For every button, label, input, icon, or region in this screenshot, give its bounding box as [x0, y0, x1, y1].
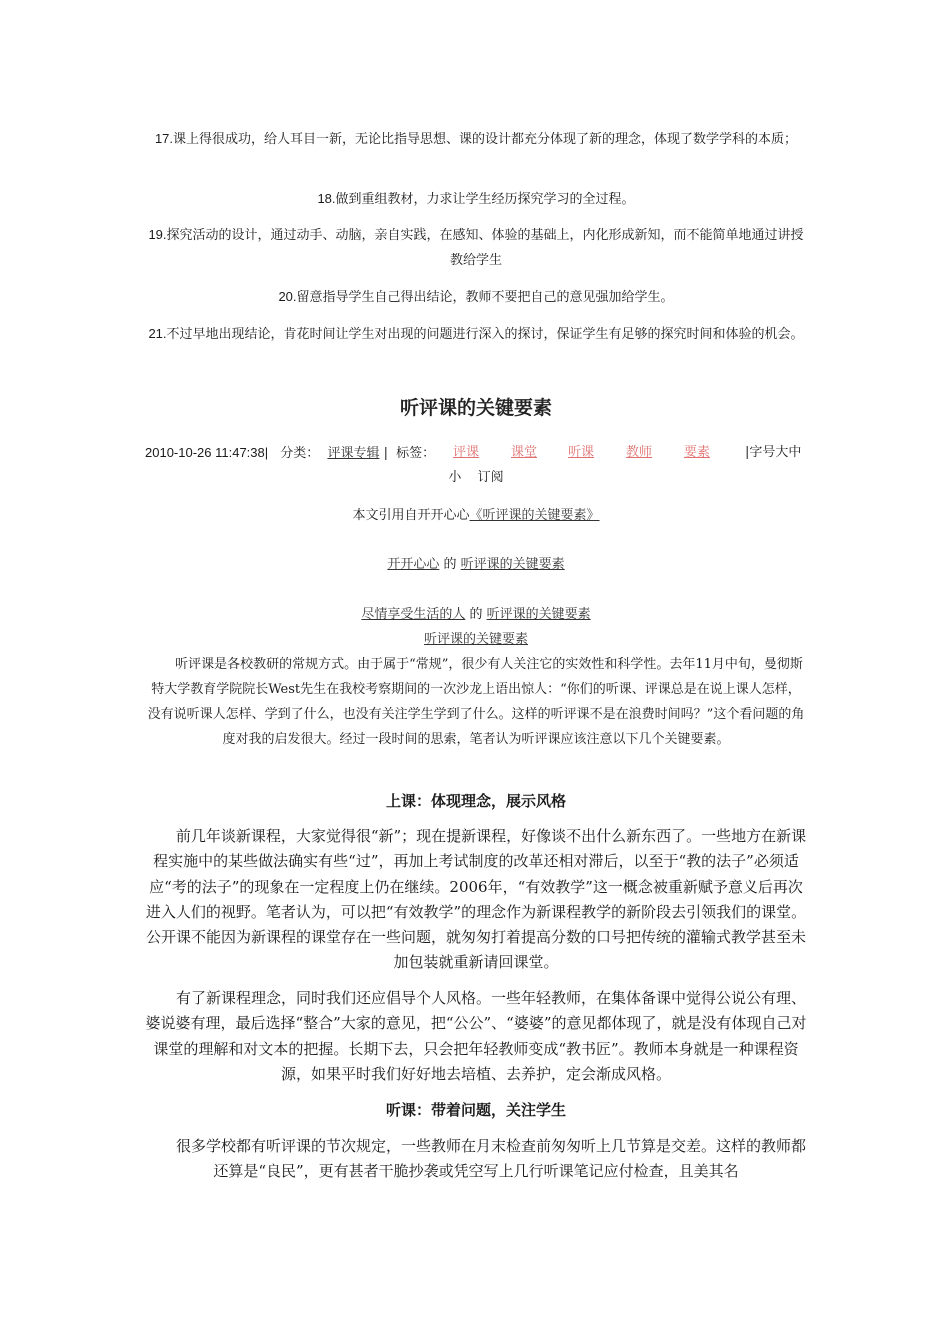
article-meta: [145, 440, 807, 490]
tag-link[interactable]: 教师: [626, 445, 653, 460]
item-text: 做到重组教材，力求让学生经历探究学习的全过程。: [335, 192, 635, 207]
item-18: [145, 186, 807, 212]
ref-title-link[interactable]: 听评课的关键要素: [423, 632, 528, 647]
tag-link[interactable]: 要素: [684, 445, 711, 460]
separator: |: [383, 446, 388, 461]
quote-prefix: 本文引用自开开心心: [352, 508, 470, 523]
tags-label: 标签：: [396, 446, 436, 461]
ref-user-link[interactable]: 尽情享受生活的人: [361, 607, 466, 622]
reference-1: [145, 552, 807, 577]
item-17: [145, 126, 807, 152]
ref-title-link[interactable]: 听评课的关键要素: [460, 557, 565, 572]
item-text: 探究活动的设计，通过动手、动脑，亲自实践，在感知、体验的基础上，内化形成新知，而不能简单地通过讲授教给学生: [166, 228, 804, 268]
item-text: 不过早地出现结论，肯花时间让学生对出现的问题进行深入的探讨，保证学生有足够的探究时间和体验的机会。: [166, 327, 804, 342]
category-label: 分类：: [280, 446, 320, 461]
section-heading: 听课：带着问题，关注学生: [385, 1101, 566, 1119]
section-paragraph: 前几年谈新课程，大家觉得很“新”；现在提新课程，好像谈不出什么新东西了。一些地方在新课程实施中的某些做法确实有些“过”，再加上考试制度的改革还相对滞后，以至于“教的法子”必须适应“考的法子”的现象在一定程度上仍在继续。2006年，“有效教学”这一概念被重新赋予意义后再次进入人们的视野。笔者认为，可以把“有效教学”的理念作为新课程教学的新阶段去引领我们的课堂。公开课不能因为新课程的课堂存在一些问题，就匆匆打着提高分数的口号把传统的灌输式教学甚至未加包装就重新请回课堂。: [145, 827, 807, 972]
item-number: 21.: [148, 326, 167, 341]
section-paragraph: 很多学校都有听评课的节次规定，一些教师在月末检查前匆匆听上几节算是交差。这样的教师都还算是“良民”，更有甚者干脆抄袭或凭空写上几行听课笔记应付检查，且美其名: [175, 1137, 806, 1181]
tag-link[interactable]: 听课: [568, 445, 595, 460]
item-20: [145, 284, 807, 310]
category-link[interactable]: 评课专辑: [327, 446, 380, 461]
quote-link[interactable]: 《听评课的关键要素》: [469, 508, 600, 523]
reference-3: [145, 627, 807, 652]
reference-2: [145, 602, 807, 627]
item-text: 留意指导学生自己得出结论，教师不要把自己的意见强加给学生。: [296, 290, 674, 305]
section-paragraph: 有了新课程理念，同时我们还应倡导个人风格。一些年轻教师，在集体备课中觉得公说公有理、婆说婆有理，最后选择“整合”大家的意见，把“公公”、“婆婆”的意见都体现了，就是没有体现自己对课堂的理解和对文本的把握。长期下去，只会把年轻教师变成“教书匠”。教师本身就是一种课程资源，如果平时我们好好地去培植、去养护，定会渐成风格。: [145, 989, 807, 1083]
subscribe-link[interactable]: 订阅: [477, 470, 504, 485]
ref-de: 的: [443, 557, 457, 572]
section-heading: 上课：体现理念，展示风格: [385, 792, 566, 810]
item-number: 18.: [317, 191, 336, 206]
tag-link[interactable]: 课堂: [511, 445, 538, 460]
item-number: 19.: [148, 227, 167, 242]
quote-source: [145, 503, 807, 528]
article-title: 听评课的关键要素: [399, 397, 552, 419]
item-number: 20.: [278, 289, 297, 304]
item-19: [145, 222, 807, 273]
ref-de: 的: [469, 607, 483, 622]
item-number: 17.: [154, 131, 174, 146]
item-21: [145, 321, 807, 347]
item-text: 课上得很成功，给人耳目一新，无论比指导思想、课的设计都充分体现了新的理念，体现了数学学科的本质；: [173, 132, 798, 147]
tag-link[interactable]: 评课: [453, 445, 480, 460]
font-small-option[interactable]: 小: [448, 470, 462, 485]
ref-user-link[interactable]: 开开心心: [387, 557, 440, 572]
intro-paragraph: 听评课是各校教研的常规方式。由于属于“常规”，很少有人关注它的实效性和科学性。去年11月中旬，曼彻斯特大学教育学院院长West先生在我校考察期间的一次沙龙上语出惊人：“你们的听课、评课总是在说上课人怎样，没有说听课人怎样、学到了什么，也没有关注学生学到了什么。这样的听评课不是在浪费时间吗？”这个看问题的角度对我的启发很大。经过一段时间的思索，笔者认为听评课应该注意以下几个关键要素。: [147, 657, 805, 747]
font-size-label[interactable]: |字号大中: [745, 445, 802, 460]
post-date: 2010-10-26 11:47:38|: [145, 445, 269, 460]
ref-title-link[interactable]: 听评课的关键要素: [486, 607, 591, 622]
